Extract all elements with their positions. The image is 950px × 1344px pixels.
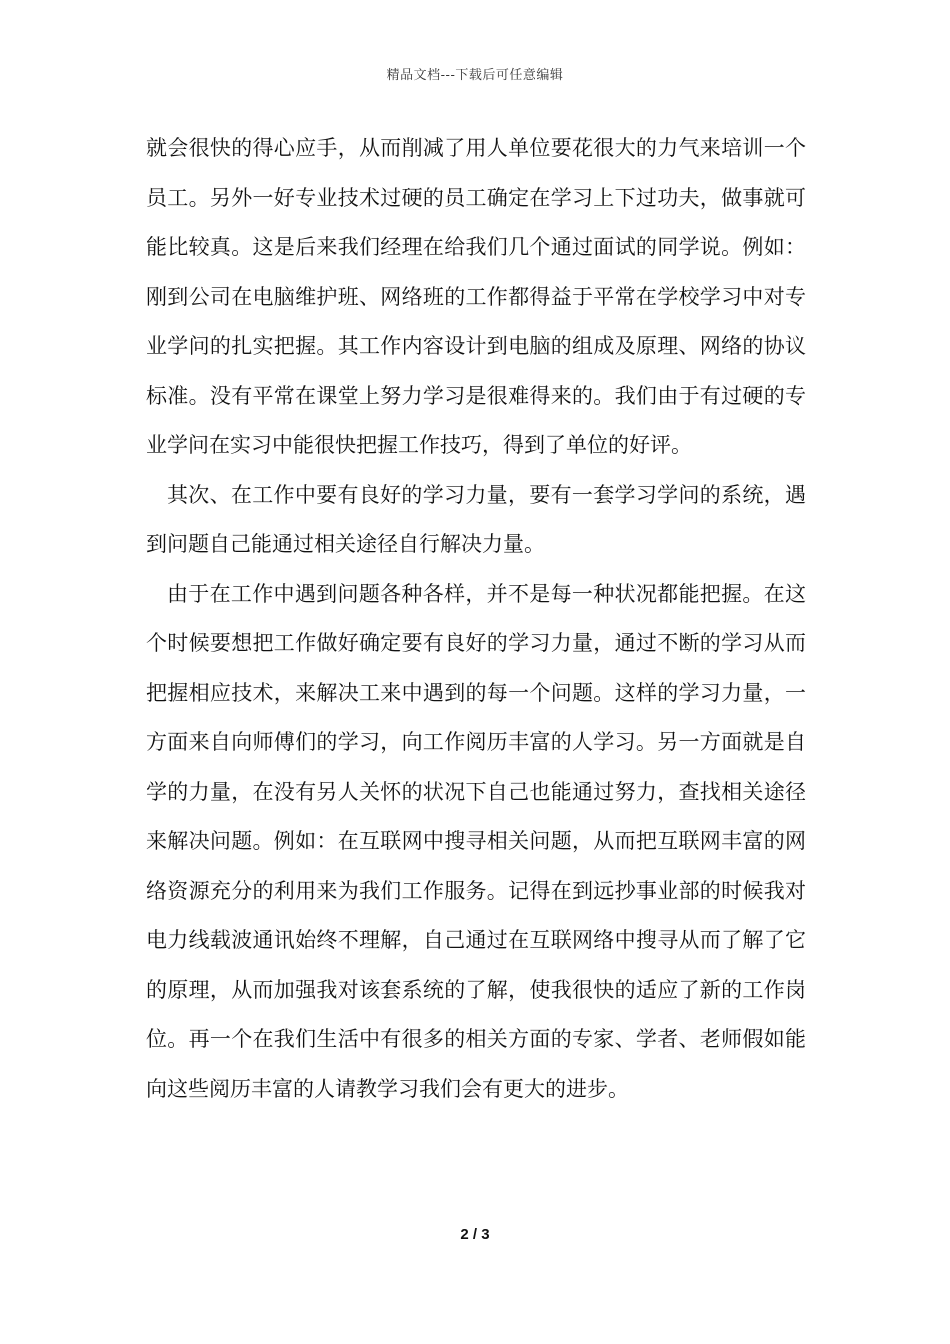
- paragraph-2: 其次、在工作中要有良好的学习力量，要有一套学习学问的系统，遇到问题自己能通过相关途径自行解决力量。: [146, 482, 806, 556]
- page-number: 2 / 3: [460, 1226, 490, 1243]
- document-body: [146, 124, 806, 1114]
- paragraph-1: 就会很快的得心应手，从而削减了用人单位要花很大的力气来培训一个员工。另外一好专业技术过硬的员工确定在学习上下过功夫，做事就可能比较真。这是后来我们经理在给我们几个通过面试的同学说。例如：刚到公司在电脑维护班、网络班的工作都得益于平常在学校学习中对专业学问的扎实把握。其工作内容设计到电脑的组成及原理、网络的协议标准。没有平常在课堂上努力学习是很难得来的。我们由于有过硬的专业学问在实习中能很快把握工作技巧，得到了单位的好评。: [146, 136, 806, 457]
- page-header: 精品文档---下载后可任意编辑: [386, 68, 564, 83]
- paragraph-3: 由于在工作中遇到问题各种各样，并不是每一种状况都能把握。在这个时候要想把工作做好确定要有良好的学习力量，通过不断的学习从而把握相应技术，来解决工来中遇到的每一个问题。这样的学习力量，一方面来自向师傅们的学习，向工作阅历丰富的人学习。另一方面就是自学的力量，在没有另人关怀的状况下自己也能通过努力，查找相关途径来解决问题。例如：在互联网中搜寻相关问题，从而把互联网丰富的网络资源充分的利用来为我们工作服务。记得在到远抄事业部的时候我对电力线载波通讯始终不理解，自己通过在互联网络中搜寻从而了解了它的原理，从而加强我对该套系统的了解，使我很快的适应了新的工作岗位。再一个在我们生活中有很多的相关方面的专家、学者、老师假如能向这些阅历丰富的人请教学习我们会有更大的进步。: [146, 581, 806, 1101]
